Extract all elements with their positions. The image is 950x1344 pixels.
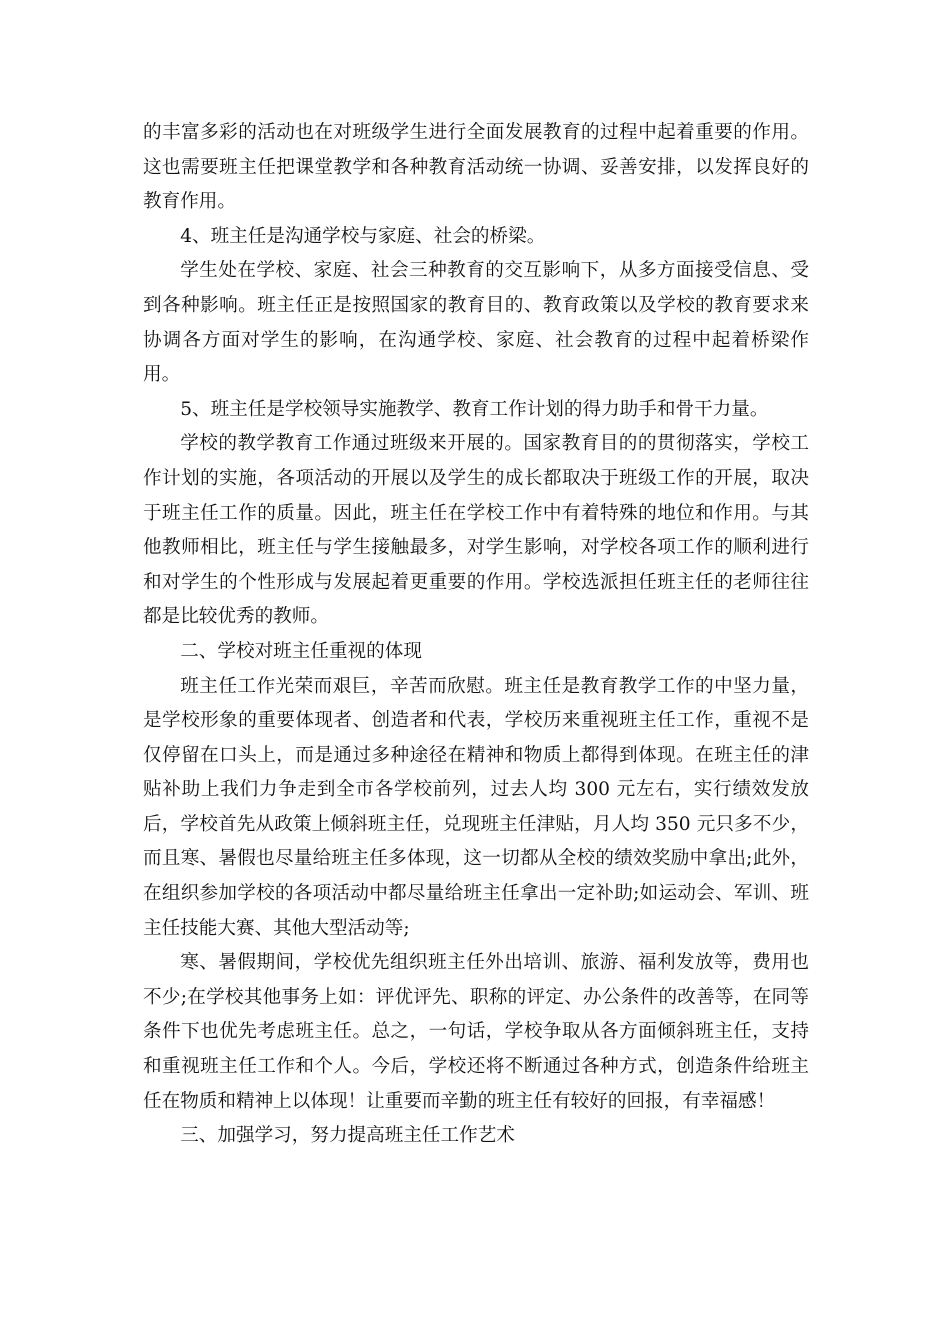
paragraph: 寒、暑假期间，学校优先组织班主任外出培训、旅游、福利发放等，费用也不少;在学校其他事务上如：评优评先、职称的评定、办公条件的改善等，在同等条件下也优先考虑班主任。总之，一句话，学校争取从各方面倾斜班主任，支持和重视班主任工作和个人。今后，学校还将不断通过各种方式，创造条件给班主任在物质和精神上以体现！让重要而辛勤的班主任有较好的回报，有幸福感！: [143, 952, 809, 1112]
paragraph: 的丰富多彩的活动也在对班级学生进行全面发展教育的过程中起着重要的作用。这也需要班主任把课堂教学和各种教育活动统一协调、妥善安排，以发挥良好的教育作用。: [143, 122, 809, 213]
document-body: [143, 116, 809, 1154]
section-heading: 二、学校对班主任重视的体现: [180, 640, 422, 662]
section-heading: 5、班主任是学校领导实施教学、教育工作计划的得力助手和骨干力量。: [180, 398, 769, 420]
paragraph: 班主任工作光荣而艰巨，辛苦而欣慰。班主任是教育教学工作的中坚力量，是学校形象的重要体现者、创造者和代表，学校历来重视班主任工作，重视不是仅停留在口头上，而是通过多种途径在精神和物质上都得到体现。在班主任的津贴补助上我们力争走到全市各学校前列，过去人均 300 元左右，实行绩效发放后，学校首先从政策上倾斜班主任，兑现班主任津贴，月人均 350 元只多不少，而且寒、暑假也尽量给班主任多体现，这一切都从全校的绩效奖励中拿出;此外，在组织参加学校的各项活动中都尽量给班主任拿出一定补助;如运动会、军训、班主任技能大赛、其他大型活动等;: [143, 675, 809, 939]
section-heading: 4、班主任是沟通学校与家庭、社会的桥梁。: [180, 225, 546, 247]
section-heading: 三、加强学习，努力提高班主任工作艺术: [180, 1125, 515, 1147]
paragraph: 学生处在学校、家庭、社会三种教育的交互影响下，从多方面接受信息、受到各种影响。班主任正是按照国家的教育目的、教育政策以及学校的教育要求来协调各方面对学生的影响，在沟通学校、家庭、社会教育的过程中起着桥梁作用。: [143, 260, 809, 386]
paragraph: 学校的教学教育工作通过班级来开展的。国家教育目的的贯彻落实，学校工作计划的实施，各项活动的开展以及学生的成长都取决于班级工作的开展，取决于班主任工作的质量。因此，班主任在学校工作中有着特殊的地位和作用。与其他教师相比，班主任与学生接触最多，对学生影响，对学校各项工作的顺利进行和对学生的个性形成与发展起着更重要的作用。学校选派担任班主任的老师往往都是比较优秀的教师。: [143, 433, 809, 628]
